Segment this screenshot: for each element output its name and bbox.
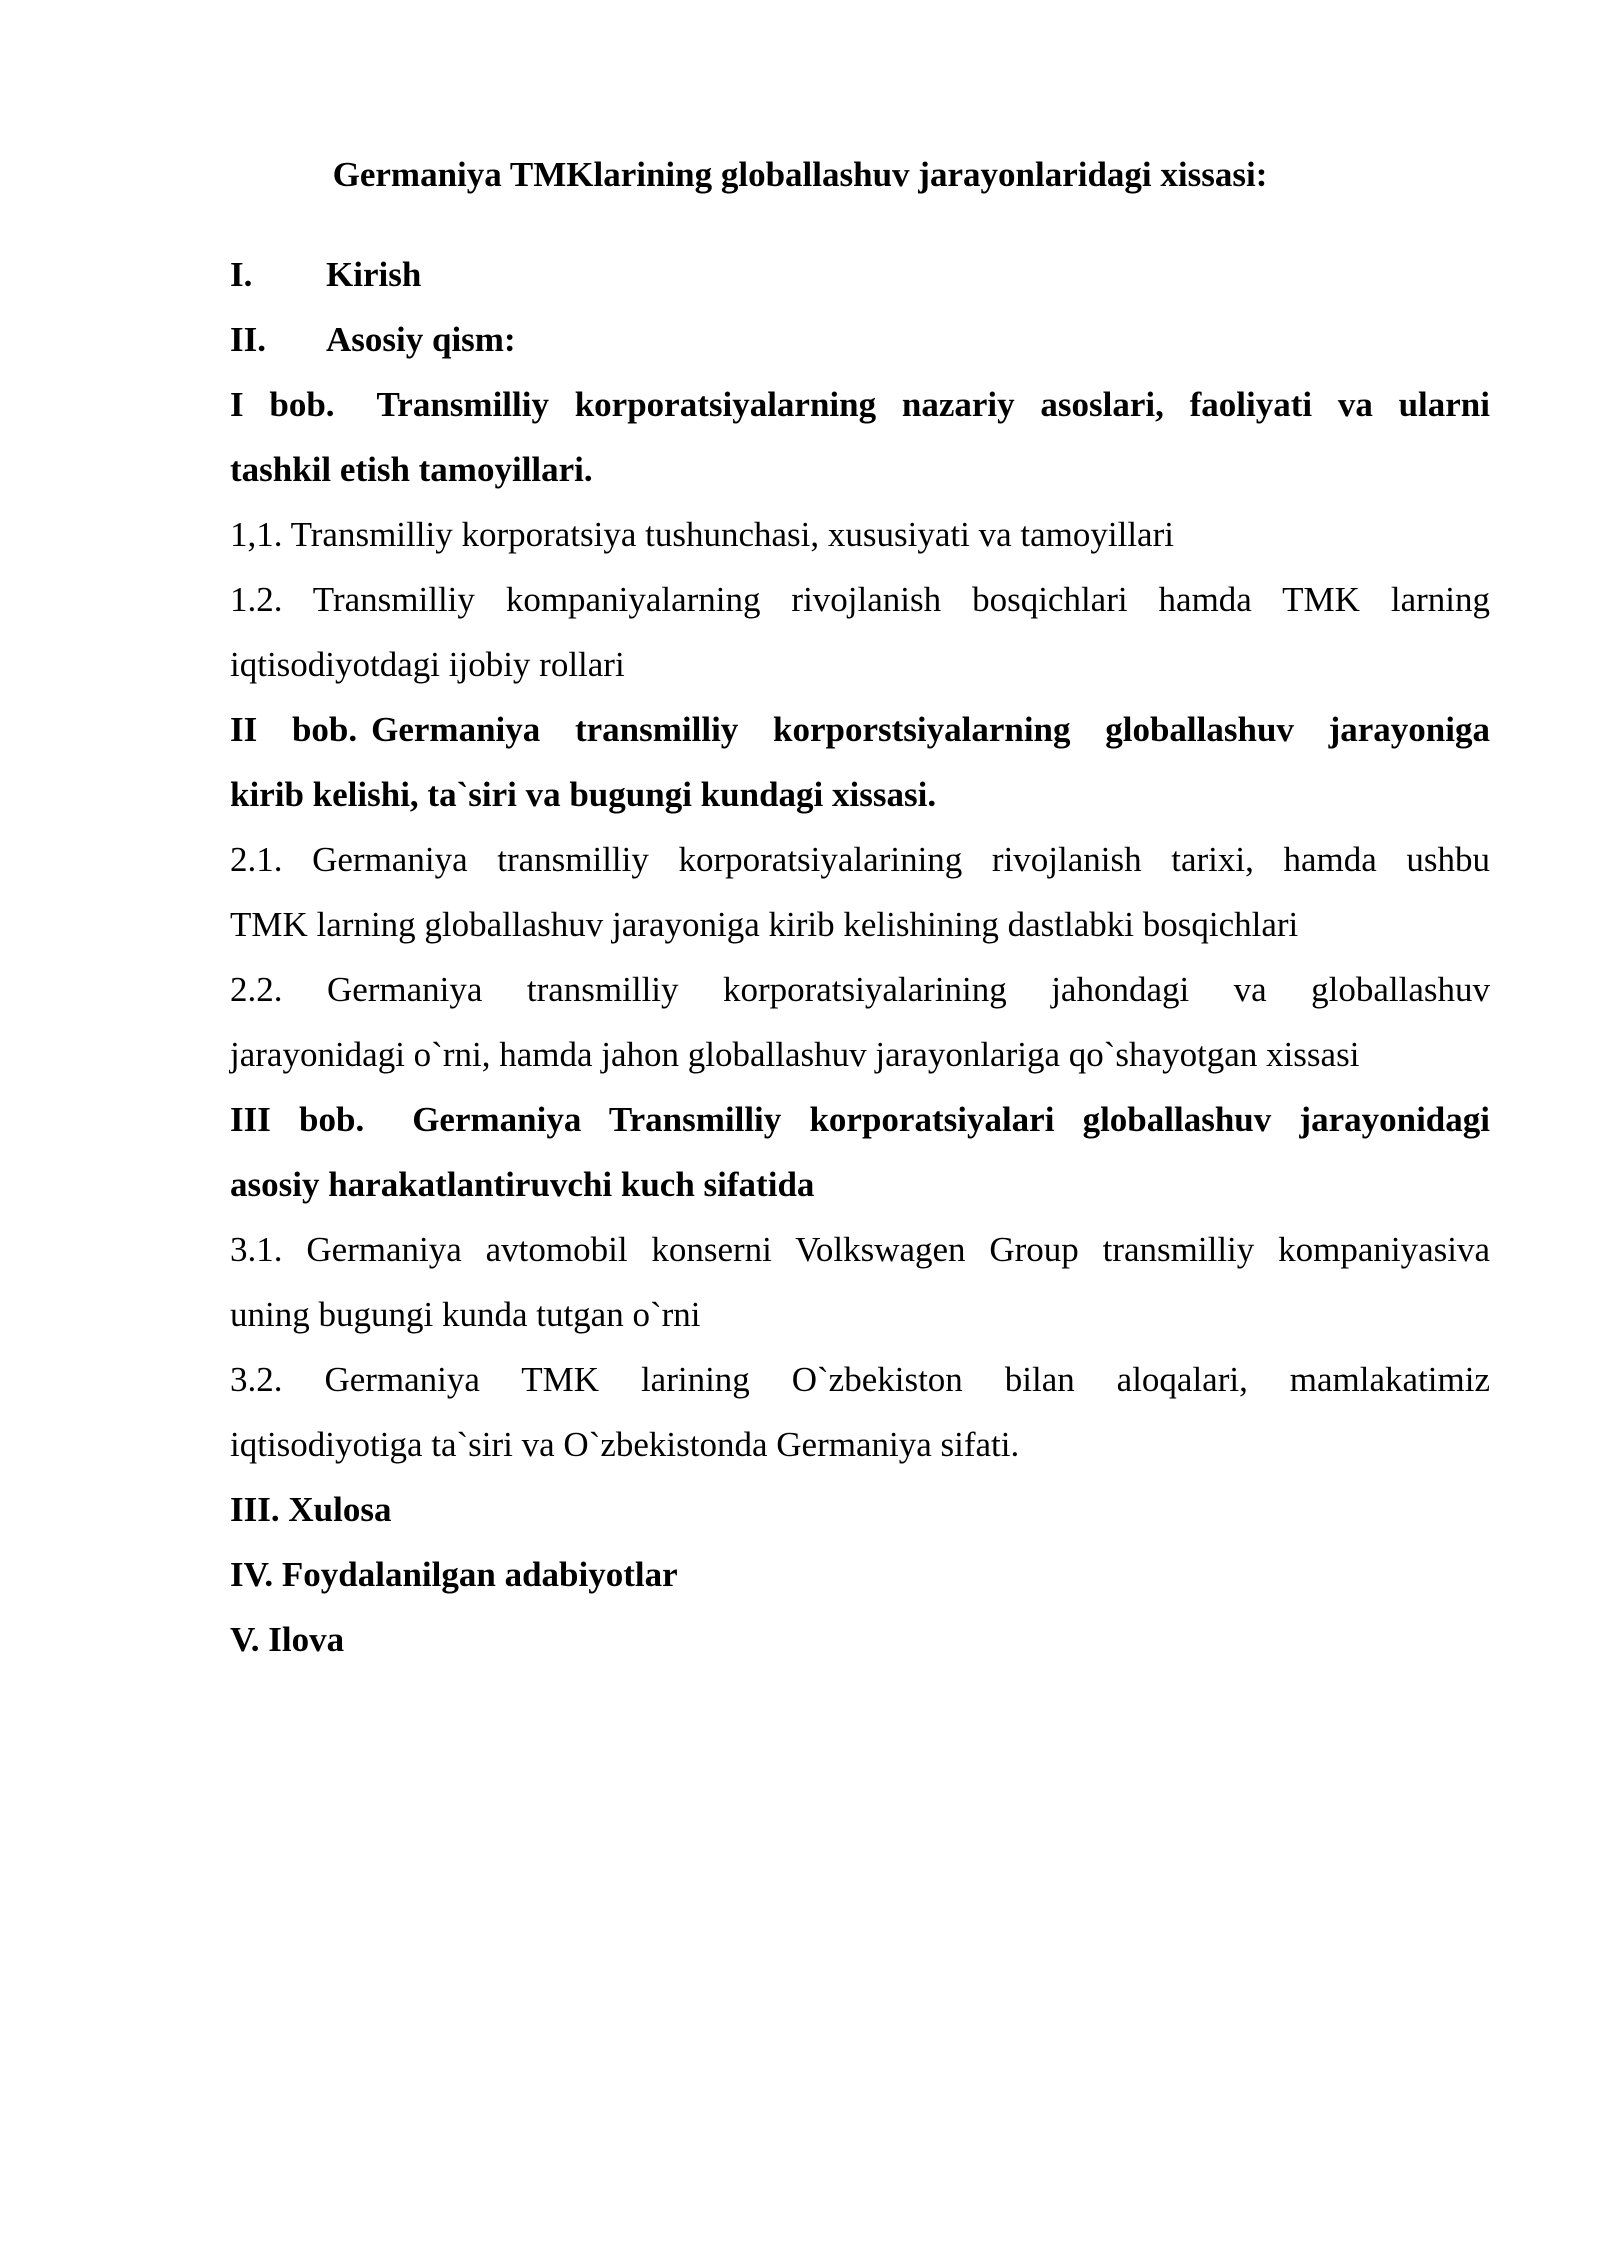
section-3-2-cont: iqtisodiyotiga ta`siri va O`zbekistonda Germaniya sifati. xyxy=(230,1425,1020,1464)
section-2-2-cont: jarayonidagi o`rni, hamda jahon globallashuv jarayonlariga qo`shayotgan xissasi xyxy=(230,1035,1360,1074)
toc-text: Asosiy qism: xyxy=(326,320,516,359)
chapter-title-line: Transmilliy korporatsiyalarning nazariy asoslari, faoliyati va ularni xyxy=(376,385,1490,424)
section-3-1: 3.1. Germaniya avtomobil konserni Volkswagen Group transmilliy kompaniyasiva xyxy=(230,1230,1490,1269)
chapter-2-heading xyxy=(230,697,1490,762)
toc-intro xyxy=(230,242,1490,307)
chapter-title-line: Germaniya Transmilliy korporatsiyalari globallashuv jarayonidagi xyxy=(412,1100,1490,1139)
toc-main-part xyxy=(230,307,1490,372)
toc-appendix: V. Ilova xyxy=(230,1620,345,1659)
section-1-2-cont: iqtisodiyotdagi ijobiy rollari xyxy=(230,645,625,684)
chapter-1-heading-cont: tashkil etish tamoyillari. xyxy=(230,450,593,489)
section-2-1-cont: TMK larning globallashuv jarayoniga kirib kelishining dastlabki bosqichlari xyxy=(230,905,1299,944)
toc-references: IV. Foydalanilgan adabiyotlar xyxy=(230,1555,678,1594)
toc-number: II. xyxy=(230,320,266,359)
chapter-title-line: Germaniya transmilliy korporstsiyalarning globallashuv jarayoniga xyxy=(371,710,1490,749)
section-3-1-cont: uning bugungi kunda tutgan o`rni xyxy=(230,1295,701,1334)
section-2-1: 2.1. Germaniya transmilliy korporatsiyalarining rivojlanish tarixi, hamda ushbu xyxy=(230,840,1490,879)
chapter-1-heading xyxy=(230,372,1490,437)
chapter-3-heading xyxy=(230,1087,1490,1152)
section-3-2: 3.2. Germaniya TMK larining O`zbekiston bilan aloqalari, mamlakatimiz xyxy=(230,1360,1490,1399)
toc-conclusion: III. Xulosa xyxy=(230,1490,392,1529)
toc-number: I. xyxy=(230,255,253,294)
chapter-label: III bob. xyxy=(230,1100,365,1139)
toc-text: Kirish xyxy=(326,255,422,294)
page-title: Germaniya TMKlarining globallashuv jarayonlaridagi xissasi: xyxy=(332,155,1268,194)
chapter-label: I bob. xyxy=(230,385,335,424)
chapter-label: II bob. xyxy=(230,710,358,749)
chapter-3-heading-cont: asosiy harakatlantiruvchi kuch sifatida xyxy=(230,1165,815,1204)
section-1-2: 1.2. Transmilliy kompaniyalarning rivojlanish bosqichlari hamda TMK larning xyxy=(230,580,1490,619)
table-of-contents xyxy=(230,242,1490,1672)
chapter-2-heading-cont: kirib kelishi, ta`siri va bugungi kundagi xissasi. xyxy=(230,775,937,814)
section-1-1: 1,1. Transmilliy korporatsiya tushunchasi, xususiyati va tamoyillari xyxy=(230,515,1174,554)
section-2-2: 2.2. Germaniya transmilliy korporatsiyalarining jahondagi va globallashuv xyxy=(230,970,1490,1009)
